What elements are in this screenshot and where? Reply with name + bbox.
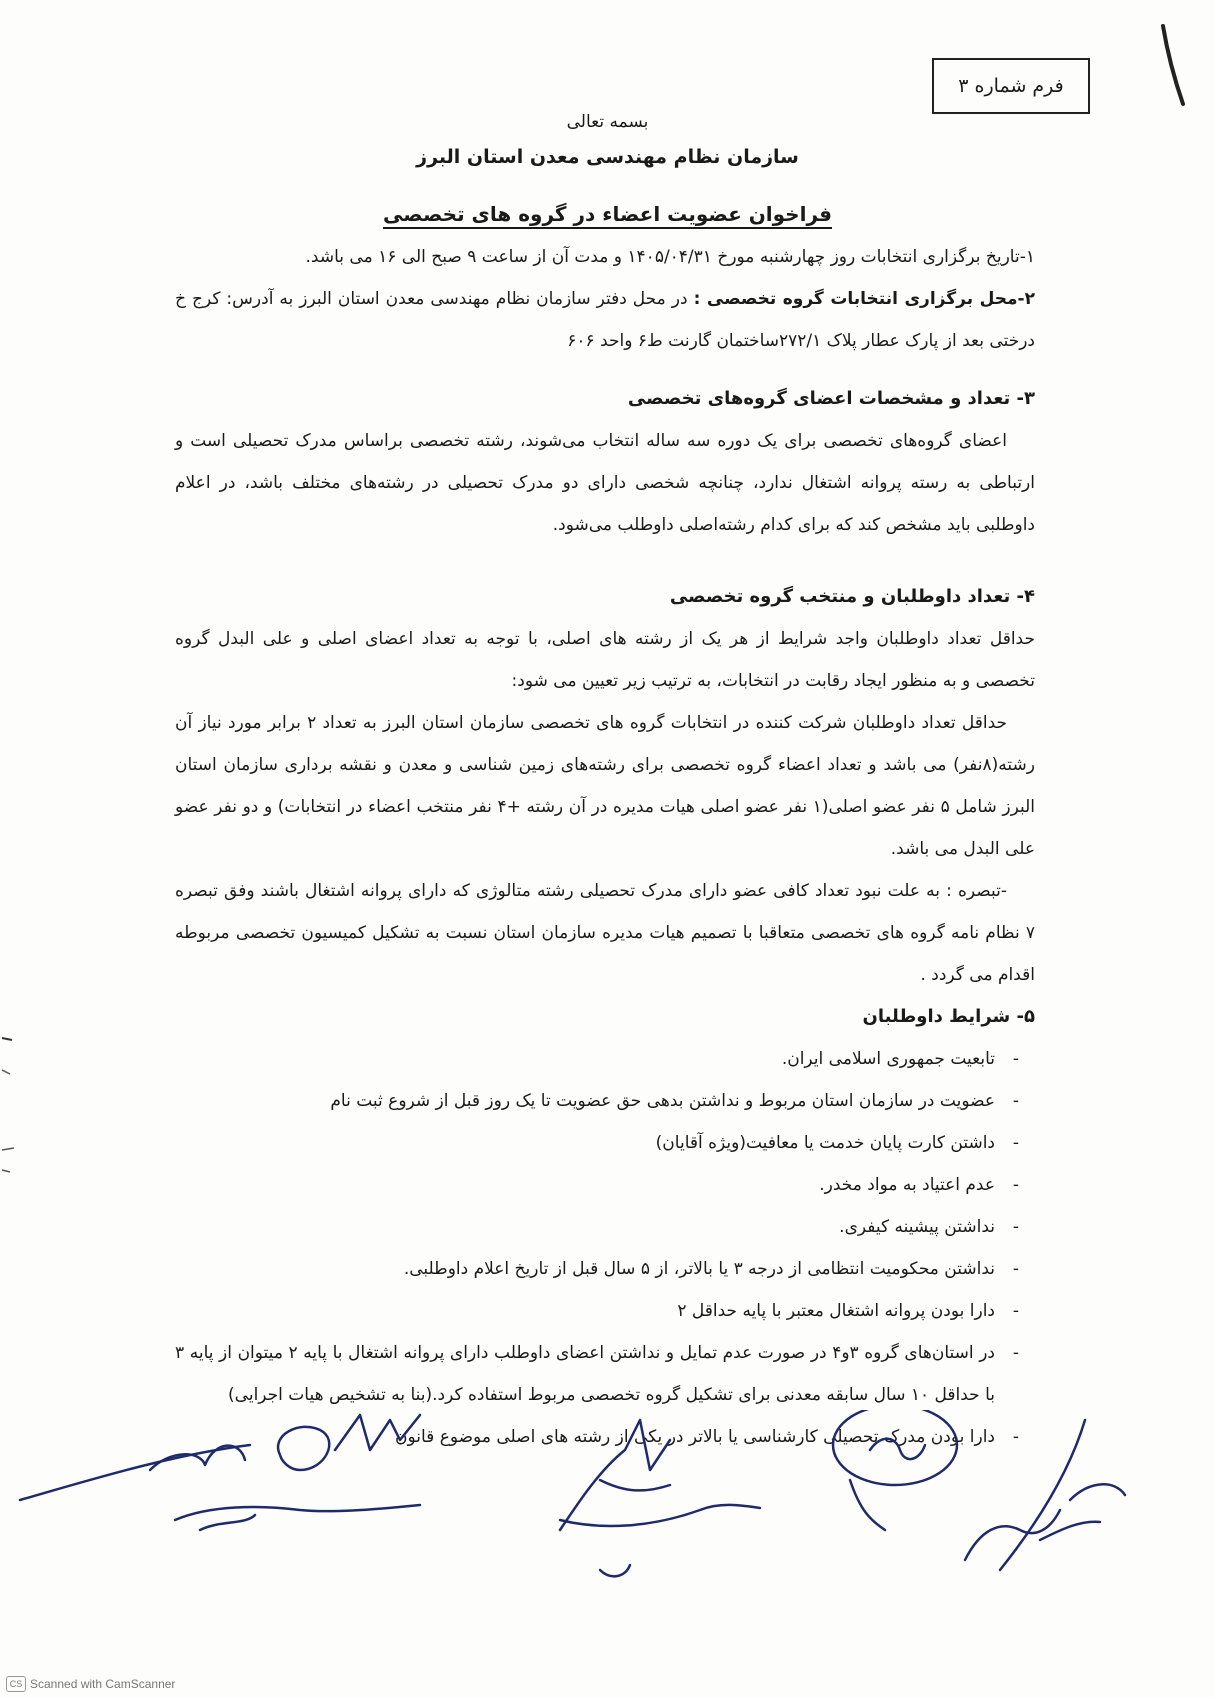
item-2-election-location (175, 278, 1035, 362)
list-item: - عضویت در سازمان استان مربوط و نداشتن بدهی حق عضویت تا یک روز قبل از شروع ثبت نام (175, 1080, 1021, 1122)
organization-name: سازمان نظام مهندسی معدن استان البرز (416, 146, 799, 168)
section-4-note: -تبصره : به علت نبود تعداد کافی عضو دارای مدرک تحصیلی رشته متالوژی که دارای پروانه اشتغال باشند وفق تبصره ۷ نظام نامه گروه های تخصصی متعاقبا با تصمیم هیات مدیره سازمان استان نسبت به تشکیل کمیسیون تخصصی مربوطه اقدام می گردد . (175, 881, 1035, 985)
section-4-heading: ۴- تعداد داوطلبان و منتخب گروه تخصصی (669, 586, 1035, 607)
candidate-conditions-list (175, 1038, 1035, 1458)
camscanner-icon: CS (6, 1676, 26, 1692)
section-4-para-1: حداقل تعداد داوطلبان واجد شرایط از هر یک از رشته های اصلی، با توجه به تعداد اعضای اصلی و علی البدل گروه تخصصی و به منظور ایجاد رقابت در انتخابات، به ترتیب زیر تعیین می شود: (175, 629, 1035, 691)
list-item: - دارا بودن پروانه اشتغال معتبر با پایه حداقل ۲ (175, 1290, 1021, 1332)
scanner-watermark (6, 1676, 175, 1692)
scanner-watermark-text: Scanned with CamScanner (30, 1677, 176, 1691)
section-5-heading: ۵- شرایط داوطلبان (862, 1006, 1035, 1027)
list-item: - عدم اعتیاد به مواد مخدر. (175, 1164, 1021, 1206)
call-title: فراخوان عضویت اعضاء در گروه های تخصصی (383, 202, 832, 226)
basmala: بسمه تعالی (566, 112, 649, 132)
item-2-text: در محل دفتر سازمان نظام مهندسی معدن استان البرز به آدرس: کرج خ درختی بعد از پارک عطار پلاک ۲۷۲/۱ساختمان گارنت ط۶ واحد ۶۰۶ (175, 289, 1035, 351)
signatures (0, 1410, 1215, 1660)
section-3-heading: ۳- تعداد و مشخصات اعضای گروه‌های تخصصی (627, 388, 1035, 409)
list-item: - نداشتن پیشینه کیفری. (175, 1206, 1021, 1248)
list-item: - تابعیت جمهوری اسلامی ایران. (175, 1038, 1021, 1080)
item-2-heading: ۲-محل برگزاری انتخابات گروه تخصصی : (693, 289, 1036, 309)
section-3-text: اعضای گروه‌های تخصصی برای یک دوره سه ساله انتخاب می‌شوند، رشته تخصصی براساس مدرک تحصیلی است و ارتباطی به رسته پروانه اشتغال ندارد، چنانچه شخصی دارای دو مدرک تحصیلی در رشته‌های مختلف باشد، در اعلام داوطلبی باید مشخص کند که برای کدام رشته‌اصلی داوطلب می‌شود. (175, 431, 1035, 535)
item-1-election-date: ۱-تاریخ برگزاری انتخابات روز چهارشنبه مورخ ۱۴۰۵/۰۴/۳۱ و مدت آن از ساعت ۹ صبح الی ۱۶ می باشد. (305, 247, 1035, 267)
section-4-para-2: حداقل تعداد داوطلبان شرکت کننده در انتخابات گروه های تخصصی سازمان استان البرز به تعداد ۲ برابر مورد نیاز آن رشته(۸نفر) می باشد و تعداد اعضاء گروه تخصصی برای رشته‌های زمین شناسی و معدن و نقشه برداری سازمان استان البرز شامل ۵ نفر عضو اصلی(۱ نفر عضو اصلی هیات مدیره در آن رشته +۴ نفر منتخب اعضاء در انتخابات) و دو نفر عضو علی البدل می باشد. (175, 713, 1035, 859)
document-body (175, 236, 1035, 1458)
signature-1 (20, 1415, 420, 1530)
pen-stroke-mark (1153, 20, 1193, 110)
signature-4 (965, 1420, 1125, 1570)
form-number-label: فرم شماره ۳ (958, 75, 1064, 97)
list-item: - نداشتن محکومیت انتظامی از درجه ۳ یا بالاتر، از ۵ سال قبل از تاریخ اعلام داوطلبی. (175, 1248, 1021, 1290)
signature-3 (833, 1410, 957, 1530)
signature-2 (560, 1420, 760, 1576)
list-item: - در استان‌های گروه ۳و۴ در صورت عدم تمایل و نداشتن اعضای داوطلب دارای پروانه اشتغال با پایه ۲ میتوان از پایه ۳ با حداقل ۱۰ سال سابقه معدنی برای تشکیل گروه تخصصی مربوط استفاده کرد.(بنا به تشخیص هیات اجرایی) (175, 1332, 1021, 1416)
form-number-box (932, 58, 1090, 114)
list-item: - دارا بودن مدرک تحصیلی کارشناسی یا بالاتر در یکی از رشته های اصلی موضوع قانون (175, 1416, 1021, 1458)
list-item: - داشتن کارت پایان خدمت یا معافیت(ویژه آقایان) (175, 1122, 1021, 1164)
scan-edge-marks (0, 1030, 20, 1180)
